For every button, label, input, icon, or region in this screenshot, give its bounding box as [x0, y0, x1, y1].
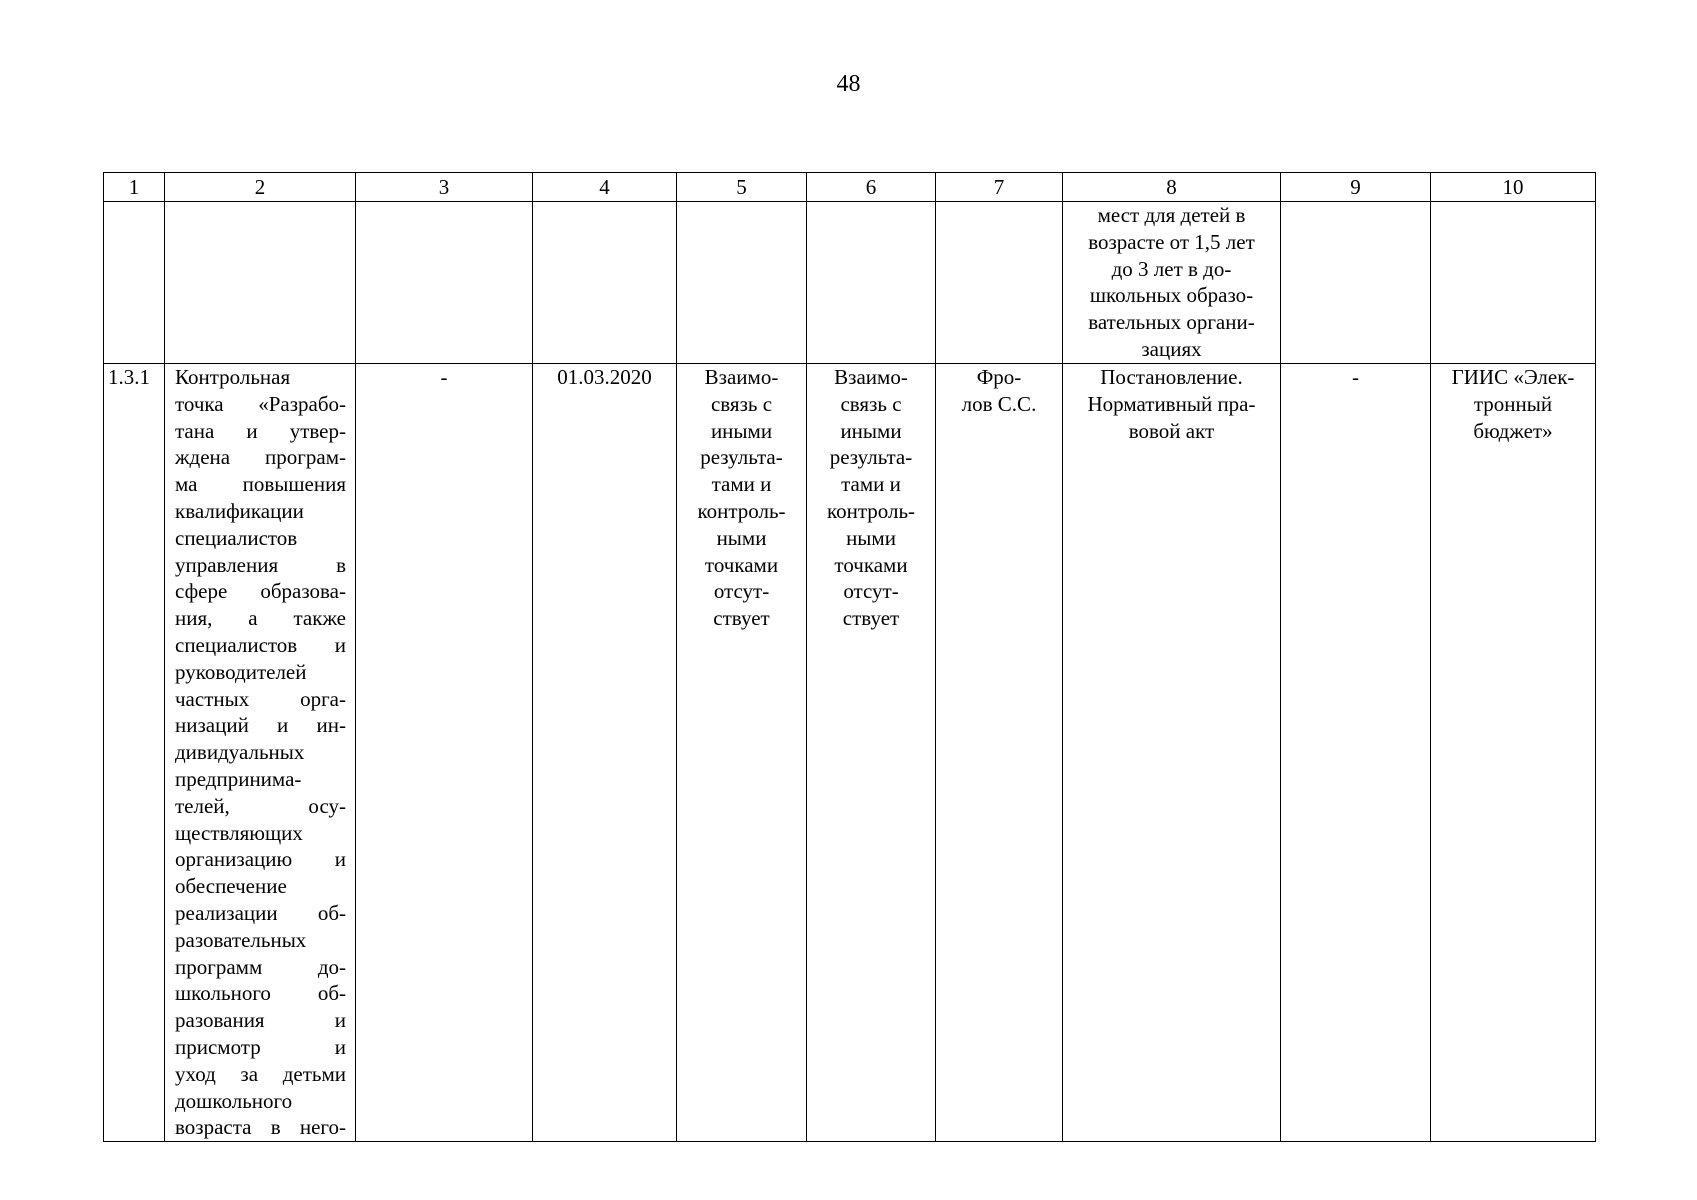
cont-col8-line: зациях — [1141, 336, 1202, 361]
desc-line: обеспечение — [175, 874, 287, 899]
col5-line: иными — [710, 418, 773, 443]
header-row — [104, 173, 1596, 202]
deadline-date: 01.03.2020 — [533, 364, 677, 1142]
plan-table — [103, 172, 1596, 1142]
cont-col8-line: вательных органи- — [1088, 310, 1255, 335]
col5-line: тами и — [711, 472, 772, 497]
col5-line: точками — [704, 552, 779, 577]
col5-relation — [677, 364, 807, 1142]
cont-cell-10 — [1431, 202, 1596, 364]
col5-line: контроль- — [697, 498, 786, 523]
col5-line: ствует — [713, 606, 770, 631]
col6-line: результа- — [829, 445, 913, 470]
desc-line: школьного об- — [175, 981, 346, 1006]
desc-line: управления в — [175, 552, 346, 577]
col6-line: связь с — [840, 391, 902, 416]
desc-line: Контрольная — [175, 365, 291, 389]
desc-line: ма повышения — [175, 472, 346, 497]
document-type — [1063, 364, 1281, 1142]
col3-value: - — [356, 364, 533, 1142]
desc-line: тана и утвер- — [175, 418, 346, 443]
col6-line: иными — [840, 418, 902, 443]
cont-cell-3 — [356, 202, 533, 364]
header-col-1: 1 — [104, 173, 165, 202]
cont-cell-1 — [104, 202, 165, 364]
desc-line: организацию и — [175, 847, 346, 872]
desc-line: низаций и ин- — [175, 713, 346, 738]
desc-line: разовательных — [175, 927, 307, 952]
page-number: 48 — [836, 71, 861, 97]
header-col-10: 10 — [1431, 173, 1596, 202]
col6-line: Взаимо- — [834, 365, 908, 389]
col10-line: тронный — [1473, 391, 1553, 416]
cont-cell-7 — [936, 202, 1063, 364]
cont-cell-9 — [1281, 202, 1431, 364]
control-point-description — [165, 364, 356, 1142]
desc-line: ждена програм- — [175, 445, 346, 470]
desc-line: возраста в него- — [175, 1115, 346, 1140]
desc-line: частных орга- — [175, 686, 346, 711]
row-number: 1.3.1 — [104, 364, 165, 1142]
desc-line: сфере образова- — [175, 579, 346, 604]
col8-line: Постановление. — [1100, 365, 1243, 389]
desc-line: точка «Разрабо- — [175, 391, 346, 416]
desc-line: квалификации — [175, 498, 304, 523]
col6-line: тами и — [841, 472, 901, 497]
col5-line: Взаимо- — [704, 365, 779, 389]
header-col-4: 4 — [533, 173, 677, 202]
desc-line: специалистов — [175, 525, 298, 550]
col8-line: вовой акт — [1128, 418, 1215, 443]
responsible-person — [936, 364, 1063, 1142]
col10-line: ГИИС «Элек- — [1451, 365, 1575, 389]
header-col-6: 6 — [807, 173, 936, 202]
cont-cell-4 — [533, 202, 677, 364]
cont-col8-line: мест для детей в — [1097, 203, 1246, 227]
cont-cell-8 — [1063, 202, 1281, 364]
cont-col8-line: до 3 лет в до- — [1111, 256, 1232, 281]
col6-line: точками — [834, 552, 908, 577]
header-col-7: 7 — [936, 173, 1063, 202]
info-system — [1431, 364, 1596, 1142]
col6-line: отсут- — [843, 579, 899, 604]
desc-line: руководителей — [175, 659, 307, 684]
desc-line: дивидуальных — [175, 740, 305, 765]
desc-line: ния, а также — [175, 606, 346, 631]
desc-line: уход за детьми — [175, 1061, 346, 1086]
cont-cell-6 — [807, 202, 936, 364]
desc-line: реализации об- — [175, 900, 346, 925]
desc-line: специалистов и — [175, 632, 346, 657]
continuation-row — [104, 202, 1596, 364]
col5-line: результа- — [700, 445, 783, 470]
desc-line: ществляющих — [175, 820, 303, 845]
col6-relation — [807, 364, 936, 1142]
header-col-5: 5 — [677, 173, 807, 202]
header-col-3: 3 — [356, 173, 533, 202]
col5-line: связь с — [710, 391, 773, 416]
desc-line: телей, осу- — [175, 793, 346, 818]
col6-line: ными — [846, 525, 896, 550]
col7-line: лов С.С. — [961, 391, 1037, 416]
cont-cell-2 — [165, 202, 356, 364]
main-row — [104, 364, 1596, 1142]
header-col-9: 9 — [1281, 173, 1431, 202]
desc-line: присмотр и — [175, 1034, 346, 1059]
col7-line: Фро- — [976, 365, 1022, 389]
col8-line: Нормативный пра- — [1087, 391, 1256, 416]
desc-line: дошкольного — [175, 1088, 293, 1113]
desc-line: предпринима- — [175, 766, 302, 791]
col9-value: - — [1281, 364, 1431, 1142]
col5-line: отсут- — [713, 579, 770, 604]
col6-line: контроль- — [826, 498, 916, 523]
col10-line: бюджет» — [1473, 418, 1553, 443]
desc-line: программ до- — [175, 954, 346, 979]
header-col-8: 8 — [1063, 173, 1281, 202]
col6-line: ствует — [842, 606, 900, 631]
col5-line: ными — [716, 525, 767, 550]
cont-col8-line: школьных образо- — [1089, 283, 1254, 308]
cont-col8-line: возрасте от 1,5 лет — [1088, 229, 1255, 254]
cont-cell-5 — [677, 202, 807, 364]
desc-line: разования и — [175, 1008, 346, 1033]
header-col-2: 2 — [165, 173, 356, 202]
